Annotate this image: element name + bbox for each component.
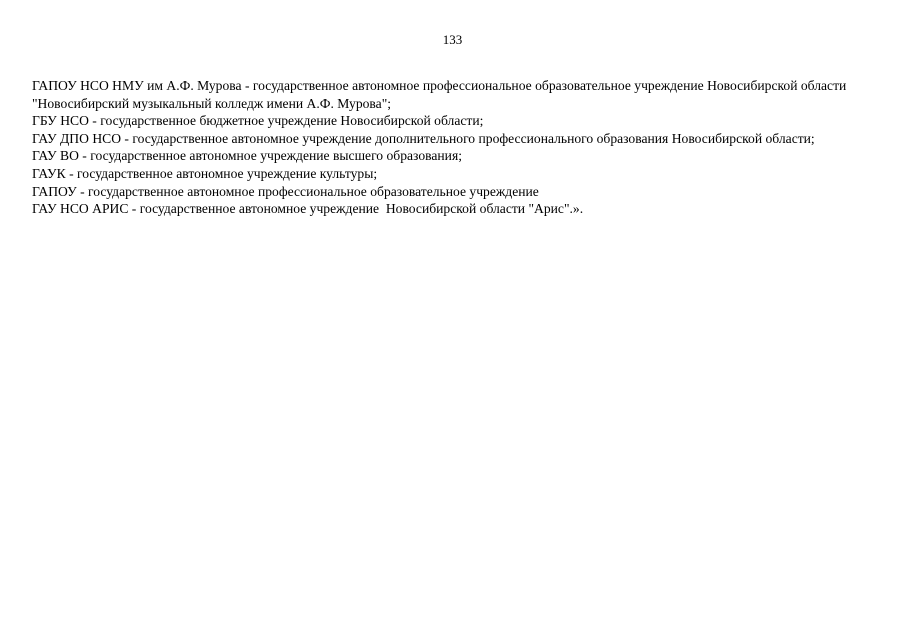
abbreviation-item: ГБУ НСО - государственное бюджетное учреждение Новосибирской области; [32,113,484,129]
abbreviation-item: ГАУ ДПО НСО - государственное автономное учреждение дополнительного профессионального образования Новосибирской области; [32,130,815,146]
abbreviation-item: ГАПОУ - государственное автономное профессиональное образовательное учреждение [32,183,539,199]
abbreviation-item: ГАПОУ НСО НМУ им А.Ф. Мурова - государственное автономное профессиональное образовательное учреждение Новосибирской области "Новосибирский музыкальный колледж имени А.Ф. Мурова"; [32,78,850,111]
page-number: 133 [442,32,463,47]
abbreviation-item: ГАУК - государственное автономное учреждение культуры; [32,165,378,181]
abbreviations-list [32,77,892,218]
abbreviation-item: ГАУ ВО - государственное автономное учреждение высшего образования; [32,148,462,164]
abbreviation-item: ГАУ НСО АРИС - государственное автономное учреждение Новосибирской области "Арис".». [32,201,584,217]
